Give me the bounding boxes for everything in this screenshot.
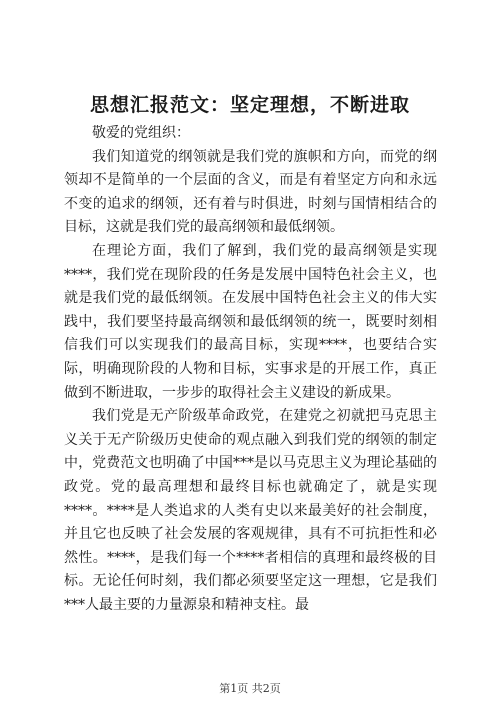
paragraph-1: 我们知道党的纲领就是我们党的旗帜和方向，而党的纲领却不是简单的一个层面的含义，而是有着坚定方向和永远不变的追求的纲领，还有着与时俱进，时刻与国情相结合的目标，这就是我们党的最高纲领和最低纲领。 [64, 148, 437, 236]
paragraph-3: 我们党是无产阶级革命政党，在建党之初就把马克思主义关于无产阶级历史使命的观点融入到我们党的纲领的制定中，党费范文也明确了中国***是以马克思主义为理论基础的政党。党的最高理想和最终目标也就确定了，就是实现****。****是人类追求的人类有史以来最美好的社会制度，并且它也反映了社会发展的客观规律，具有不可抗拒性和必然性。****，是我们每一个****者相信的真理和最终极的目标。无论任何时刻，我们都必须要坚定这一理想，它是我们***人最主要的力量源泉和精神支柱。最 [64, 408, 437, 613]
document-body [64, 122, 437, 617]
salutation: 敬爱的党组织： [92, 125, 190, 141]
document-title: 思想汇报范文：坚定理想，不断进取 [89, 94, 410, 116]
page-number: 第1页 共2页 [219, 682, 281, 695]
paragraph-2: 在理论方面，我们了解到，我们党的最高纲领是实现****，我们党在现阶段的任务是发展中国特色社会主义，也就是我们党的最低纲领。在发展中国特色社会主义的伟大实践中，我们要坚持最高纲领和最低纲领的统一，既要时刻相信我们可以实现我们的最高目标，实现****，也要结合实际，明确现阶段的人物和目标，实事求是的开展工作，真正做到不断进取，一步步的取得社会主义建设的新成果。 [64, 242, 437, 401]
